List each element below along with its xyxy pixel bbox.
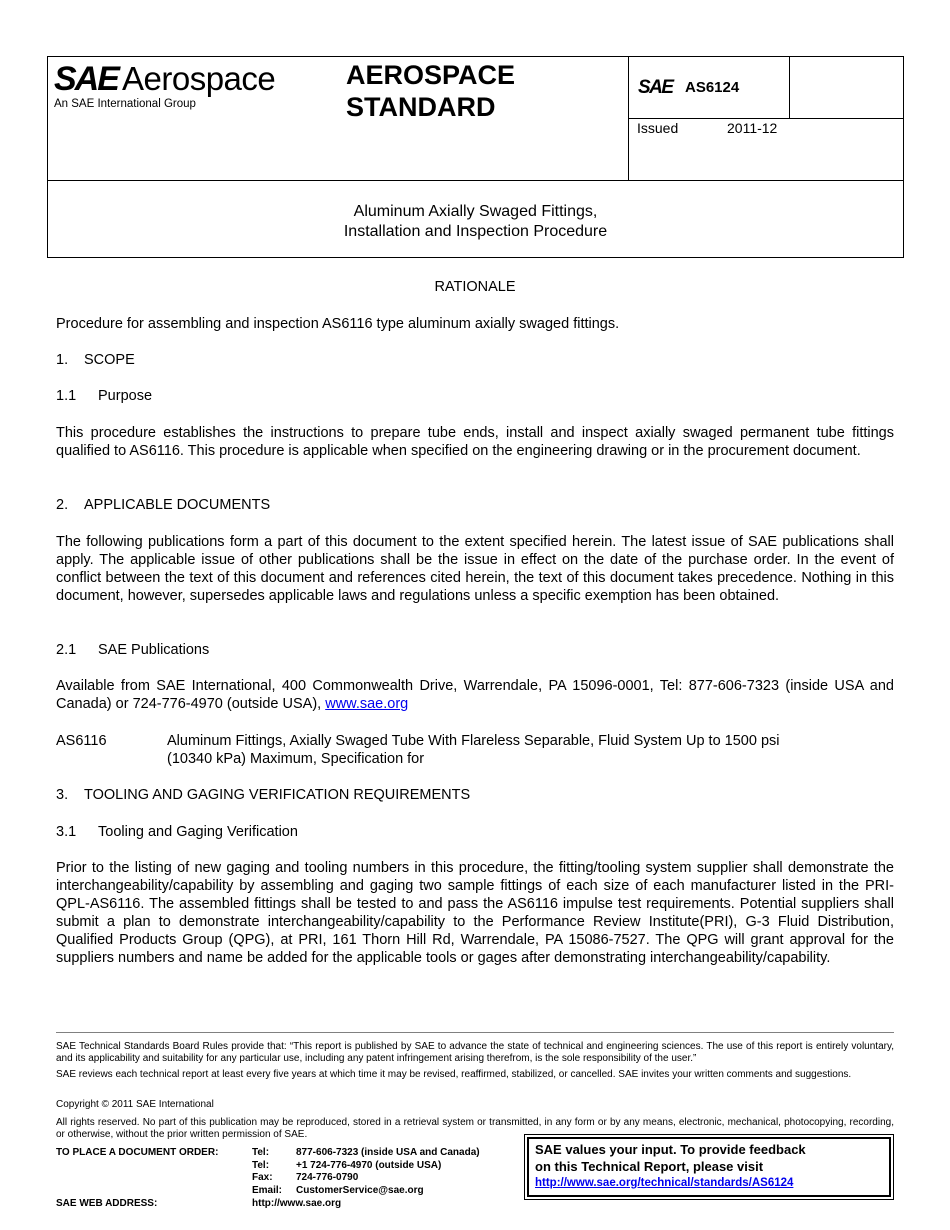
section-2-heading — [56, 496, 894, 514]
web-address-value[interactable]: http://www.sae.org — [252, 1198, 342, 1209]
tooling-verification-paragraph: Prior to the listing of new gaging and tooling numbers in this procedure, the fitting/tooling system supplier shall demonstrate the interchangeability/capability by assembling and gaging two sample fittings of each size of each manufacturer listed in the PRI-QPL-AS6116. The assembled fittings shall be tested to and pass the AS6116 impulse test requirements. Potential suppliers shall submit a plan to demonstrate interchangeability/capability to the Performance Review Institute(PRI), G-3 Fluid Distribution, Qualified Products Group (QPG), at PRI, 161 Thorn Hill Rd, Warrendale, PA 15086-7527. The QPG will grant approval for the suppliers numbers and name be added for the applicable tools or gages after demonstrating interchangeability/capability. — [56, 860, 894, 966]
footer-rule — [56, 1032, 894, 1033]
section-number: 1.1 — [56, 388, 77, 404]
contact-tel-1 — [252, 1147, 480, 1160]
availability-text: Available from SAE International, 400 Commonwealth Drive, Warrendale, PA 15096-0001, Tel: 877-606-7323 (inside USA and Canada) or 724-776-4970 (outside USA), — [56, 678, 894, 712]
tel-label: Tel: — [252, 1159, 270, 1171]
section-number: 2.1 — [56, 642, 77, 658]
section-number: 3. — [56, 787, 69, 803]
section-title: APPLICABLE DOCUMENTS — [84, 497, 271, 513]
logo-subtitle: An SAE International Group — [54, 98, 196, 110]
section-title: TOOLING AND GAGING VERIFICATION REQUIREMENTS — [84, 787, 471, 803]
reference-description-line1: Aluminum Fittings, Axially Swaged Tube With Flareless Separable, Fluid System Up to 1500 psi — [167, 733, 780, 749]
web-address-label: SAE WEB ADDRESS: — [56, 1198, 158, 1209]
feedback-line1: SAE values your input. To provide feedback — [535, 1142, 806, 1157]
section-1-1-heading — [56, 387, 894, 405]
contact-tel-2 — [252, 1160, 441, 1173]
fax-label: Fax: — [252, 1172, 273, 1183]
standard-type — [346, 59, 515, 123]
section-title: SCOPE — [84, 352, 135, 368]
rationale-text: Procedure for assembling and inspection AS6116 type aluminum axially swaged fittings. — [56, 316, 620, 332]
reference-description — [167, 732, 867, 768]
logo-brand: SAE — [54, 60, 118, 98]
rationale-heading: RATIONALE — [434, 279, 516, 295]
issued-date: 2011-12 — [727, 120, 778, 136]
section-title: SAE Publications — [98, 642, 210, 658]
sae-aerospace-logo — [54, 59, 294, 111]
sae-mini-logo: SAE — [638, 77, 673, 98]
divider — [628, 118, 904, 119]
email-label: Email: — [252, 1184, 283, 1196]
applicable-documents-paragraph: The following publications form a part of this document to the extent specified herein. The latest issue of SAE publications shall apply. The applicable issue of other publications shall be the issue in effect on the date of the purchase order. In the event of conflict between the text of this document and references cited herein, the text of this document takes precedence. Nothing in this document, however, supersedes applicable laws and regulations unless a specific exemption has been obtained. — [56, 534, 894, 604]
section-3-1-heading — [56, 823, 894, 841]
issued-label: Issued — [637, 120, 679, 136]
section-number: 1. — [56, 352, 69, 368]
feedback-box — [527, 1137, 891, 1197]
tel-value: 877-606-7323 (inside USA and Canada) — [296, 1147, 480, 1158]
section-title: Tooling and Gaging Verification — [98, 824, 298, 840]
logo-product: Aerospace — [122, 60, 276, 97]
section-number: 2. — [56, 497, 69, 513]
reference-code: AS6116 — [56, 733, 107, 749]
standard-type-line2: STANDARD — [346, 92, 496, 122]
document-title-line2: Installation and Inspection Procedure — [343, 223, 608, 240]
document-title-line1: Aluminum Axially Swaged Fittings, — [353, 203, 598, 220]
contact-email — [252, 1185, 424, 1198]
review-text: SAE reviews each technical report at least every five years at which time it may be revised, reaffirmed, stabilized, or cancelled. SAE invites your written comments and suggestions. — [56, 1069, 852, 1080]
fax-value: 724-776-0790 — [296, 1172, 359, 1183]
rights-text: All rights reserved. No part of this publication may be reproduced, stored in a retrieval system or transmitted, in any form or by any means, electronic, mechanical, photocopying, recording, or otherwise, without the prior written permission of SAE. — [56, 1117, 894, 1140]
reference-description-line2: (10340 kPa) Maximum, Specification for — [167, 751, 425, 767]
tel-label: Tel: — [252, 1147, 270, 1158]
feedback-link[interactable]: http://www.sae.org/technical/standards/AS6124 — [535, 1177, 794, 1189]
section-1-heading — [56, 351, 894, 369]
sae-website-link[interactable]: www.sae.org — [325, 696, 409, 712]
sae-publications-paragraph — [56, 677, 894, 713]
order-label: TO PLACE A DOCUMENT ORDER: — [56, 1147, 219, 1158]
standard-type-line1: AEROSPACE — [346, 60, 516, 90]
document-title — [48, 202, 903, 242]
header-table — [47, 56, 904, 258]
section-3-heading — [56, 786, 894, 804]
section-number: 3.1 — [56, 824, 77, 840]
contact-fax — [252, 1172, 358, 1185]
section-2-1-heading — [56, 641, 894, 659]
purpose-paragraph: This procedure establishes the instructions to prepare tube ends, install and inspect axially swaged permanent tube fittings qualified to AS6116. This procedure is applicable when specified on the engineering drawing or in the procurement document. — [56, 425, 894, 459]
board-rules-text: SAE Technical Standards Board Rules provide that: “This report is published by SAE to advance the state of technical and engineering sciences. The use of this report is entirely voluntary, and its applicability and suitability for any particular use, including any patent infringement arising therefrom, is the sole responsibility of the user.” — [56, 1041, 894, 1064]
divider — [789, 57, 790, 118]
doc-number: AS6124 — [685, 79, 740, 96]
section-title: Purpose — [98, 388, 153, 404]
copyright-text: Copyright © 2011 SAE International — [56, 1099, 214, 1110]
email-value[interactable]: CustomerService@sae.org — [296, 1184, 424, 1196]
divider — [48, 180, 903, 181]
tel-value: +1 724-776-4970 (outside USA) — [296, 1159, 442, 1171]
feedback-line2: on this Technical Report, please visit — [535, 1159, 764, 1174]
